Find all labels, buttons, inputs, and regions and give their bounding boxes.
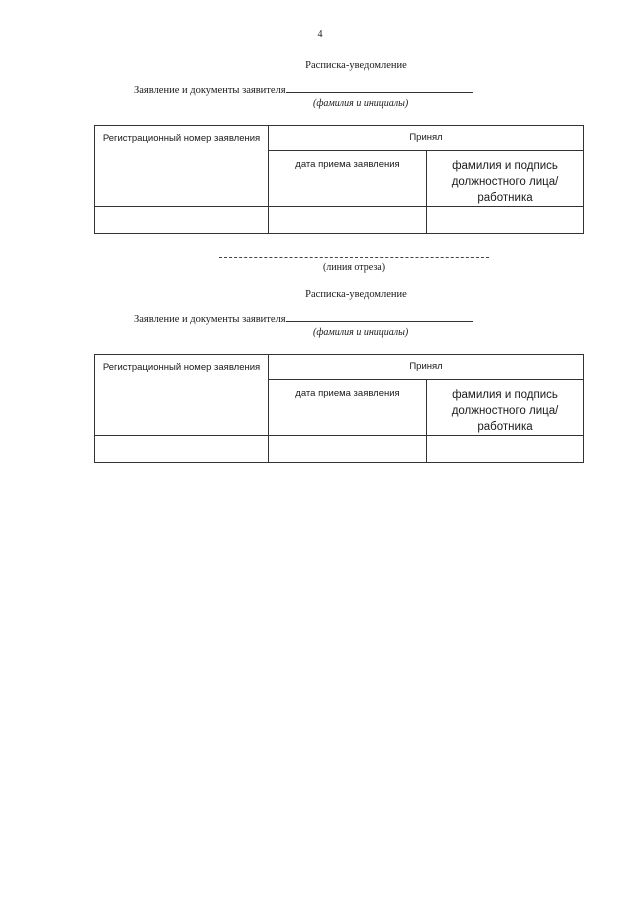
- applicant-line: [134, 85, 473, 96]
- receipt-table: [94, 125, 584, 234]
- date-header: дата приема заявления: [269, 151, 427, 207]
- table-row: [95, 436, 584, 463]
- reg-number-header: Регистрационный номер заявления: [95, 355, 269, 436]
- table-row: [95, 207, 584, 234]
- official-cell: [427, 436, 584, 463]
- receipt-table: [94, 354, 584, 463]
- applicant-line: [134, 314, 473, 325]
- date-cell: [269, 436, 427, 463]
- reg-number-cell: [95, 436, 269, 463]
- cut-line-label: (линия отреза): [322, 262, 386, 273]
- date-cell: [269, 207, 427, 234]
- official-cell: [427, 207, 584, 234]
- applicant-name-blank: [286, 91, 473, 93]
- receipt-title: Расписка-уведомление: [305, 289, 407, 300]
- applicant-label: Заявление и документы заявителя: [134, 85, 286, 96]
- page-number: 4: [317, 29, 323, 40]
- applicant-label: Заявление и документы заявителя: [134, 314, 286, 325]
- accepted-header: Принял: [269, 126, 584, 151]
- reg-number-cell: [95, 207, 269, 234]
- official-header: фамилия и подпись должностного лица/работника: [427, 380, 584, 436]
- applicant-hint: (фамилия и инициалы): [313, 327, 409, 338]
- applicant-name-blank: [286, 320, 473, 322]
- cut-line: [219, 257, 489, 258]
- date-header: дата приема заявления: [269, 380, 427, 436]
- applicant-hint: (фамилия и инициалы): [313, 98, 409, 109]
- official-header: фамилия и подпись должностного лица/работника: [427, 151, 584, 207]
- receipt-title: Расписка-уведомление: [305, 60, 407, 71]
- accepted-header: Принял: [269, 355, 584, 380]
- reg-number-header: Регистрационный номер заявления: [95, 126, 269, 207]
